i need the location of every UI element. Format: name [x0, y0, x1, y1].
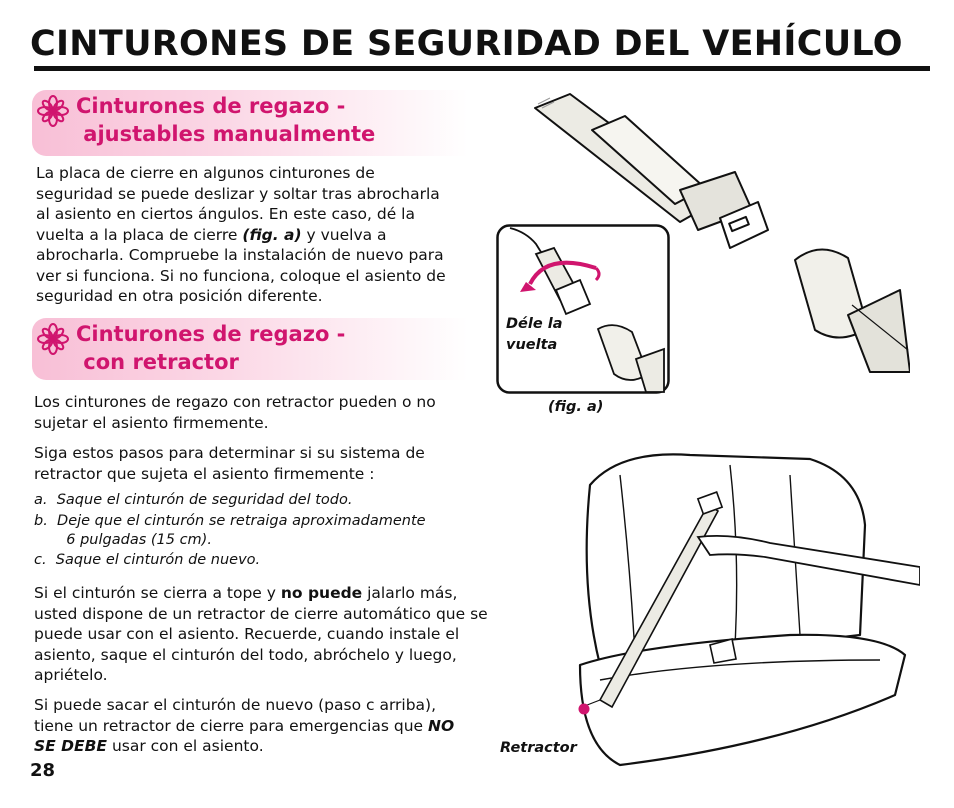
section2-p3-b: jalarlo más, usted dispone de un retractor de cierre automático que se puede usar con el asiento. Recuerde, cuando instale el asiento, saque el cinturón del todo, abróchelo y luego, apriételo.	[34, 584, 488, 684]
fig-a-inset	[496, 224, 670, 394]
section2-p3-a: Si el cinturón se cierra a tope y	[34, 584, 281, 602]
section-heading-manual	[32, 90, 468, 156]
section2-p4-a: Si puede sacar el cinturón de nuevo (paso c arriba), tiene un retractor de cierre para emergencias que	[34, 696, 437, 735]
section1-paragraph	[36, 163, 456, 307]
flower-bullet-icon	[36, 94, 70, 128]
page-title: CINTURONES DE SEGURIDAD DEL VEHÍCULO	[30, 24, 903, 64]
flower-bullet-icon	[36, 322, 70, 356]
section-heading-manual-text: Cinturones de regazo - ajustables manualmente	[76, 94, 376, 146]
section2-paragraph-3	[34, 583, 489, 686]
inset-label: Déle la vuelta	[506, 316, 563, 353]
section2-paragraph-4	[34, 695, 474, 757]
step-c: c. Saque el cinturón de nuevo.	[34, 552, 261, 568]
retractor-label: Retractor	[500, 740, 577, 756]
section2-paragraph-1: Los cinturones de regazo con retractor pueden o no sujetar el asiento firmemente.	[34, 393, 436, 432]
section2-p4-b: usar con el asiento.	[107, 737, 264, 755]
section2-paragraph-2: Siga estos pasos para determinar si su sistema de retractor que sujeta el asiento firmemente :	[34, 444, 425, 483]
step-b: b. Deje que el cinturón se retraiga aproximadamente 6 pulgadas (15 cm).	[34, 513, 426, 548]
step-a: a. Saque el cinturón de seguridad del todo.	[34, 492, 353, 508]
section-heading-retractor-text: Cinturones de regazo - con retractor	[76, 322, 346, 374]
section-heading-retractor	[32, 318, 468, 380]
title-rule	[34, 66, 930, 71]
section1-text-b: y vuelva a abrocharla. Compruebe la instalación de nuevo para ver si funciona. Si no funciona, coloque el asiento de seguridad en otra posición diferente.	[36, 225, 446, 305]
fig-a-reference: (fig. a)	[242, 225, 302, 244]
no-se-debe-bold: NO SE DEBE	[34, 716, 455, 755]
seat-illustration	[560, 445, 920, 775]
no-puede-bold: no puede	[280, 584, 363, 602]
fig-a-caption: (fig. a)	[548, 399, 604, 415]
page-number: 28	[30, 760, 56, 781]
section1-text-a: La placa de cierre en algunos cinturones de seguridad se puede deslizar y soltar tras abrocharla al asiento en ciertos ángulos. En este caso, dé la vuelta a la placa de cierre	[36, 164, 440, 244]
